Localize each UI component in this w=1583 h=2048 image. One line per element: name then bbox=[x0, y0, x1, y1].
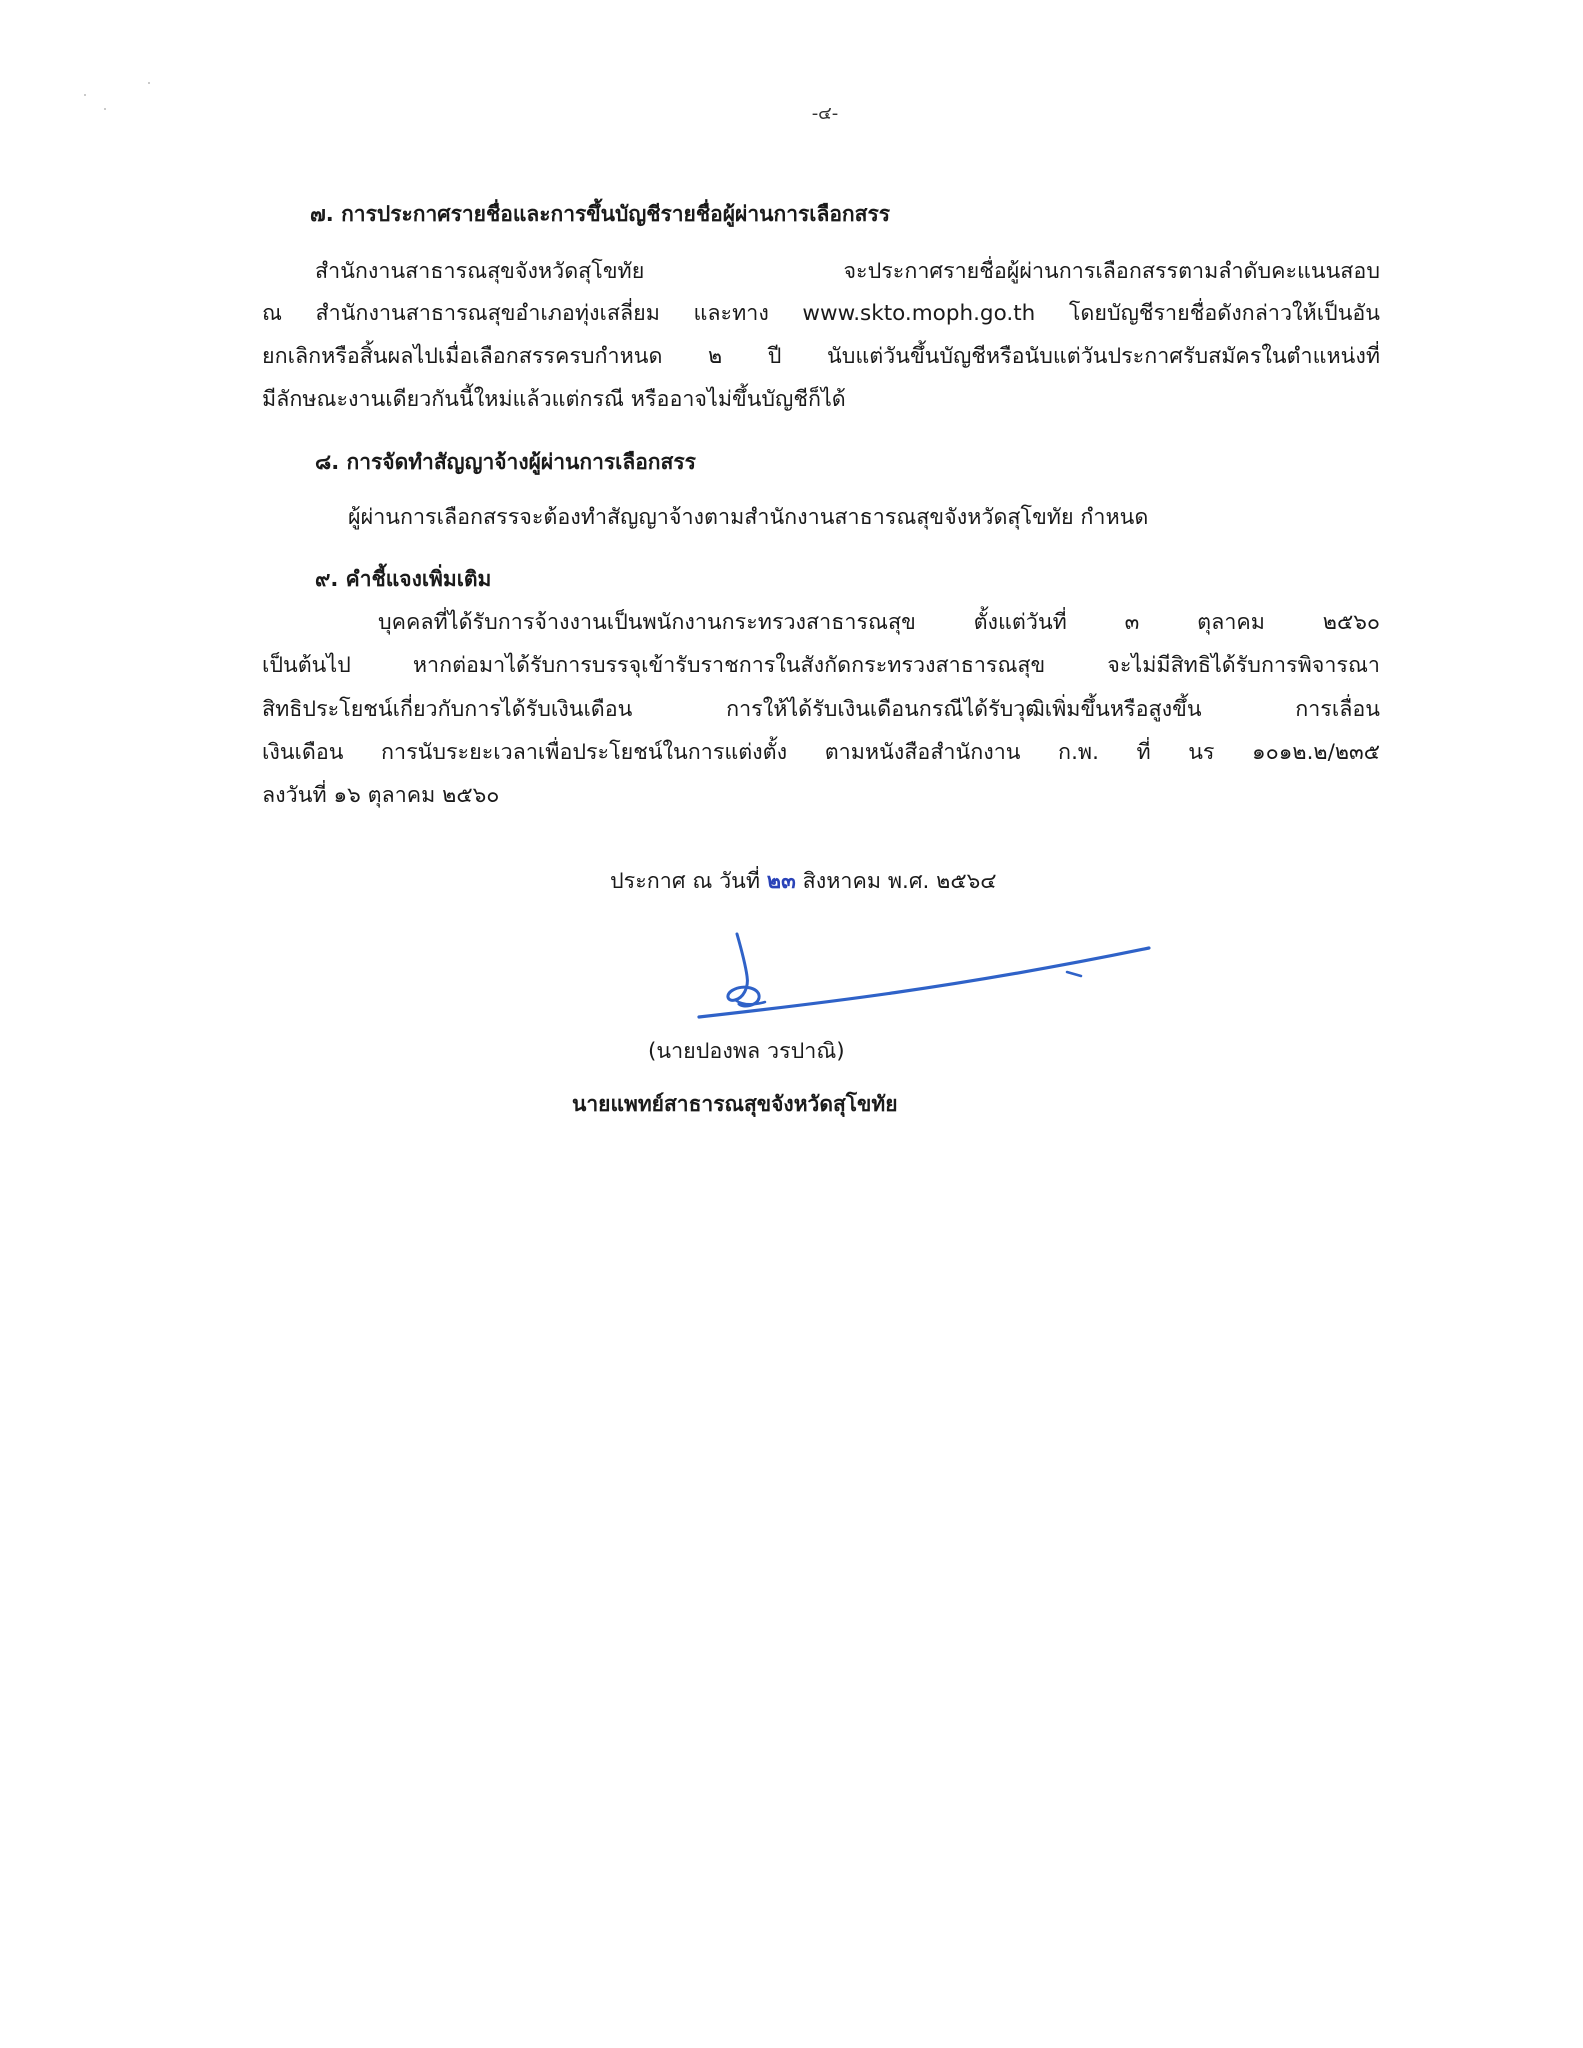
section7-line-1: สำนักงานสาธารณสุขจังหวัดสุโขทัย จะประกาศรายชื่อผู้ผ่านการเลือกสรรตามลำดับคะแนนสอบ bbox=[315, 259, 1380, 284]
page-number: -๔- bbox=[811, 103, 839, 124]
announcement-suffix: สิงหาคม พ.ศ. ๒๕๖๔ bbox=[802, 869, 997, 894]
announcement-prefix: ประกาศ ณ วันที่ bbox=[610, 869, 761, 894]
section9-line-1: บุคคลที่ได้รับการจ้างงานเป็นพนักงานกระทรวงสาธารณสุข ตั้งแต่วันที่ ๓ ตุลาคม ๒๕๖๐ bbox=[378, 610, 1380, 635]
section7-line-2: ณ สำนักงานสาธารณสุขอำเภอทุ่งเสลี่ยม และทาง www.skto.moph.go.th โดยบัญชีรายชื่อดังกล่าวให้เป็นอัน bbox=[262, 301, 1380, 326]
section9-line-2: เป็นต้นไป หากต่อมาได้รับการบรรจุเข้ารับราชการในสังกัดกระทรวงสาธารณสุข จะไม่มีสิทธิได้รับการพิจารณา bbox=[262, 653, 1380, 678]
section8-line-1: ผู้ผ่านการเลือกสรรจะต้องทำสัญญาจ้างตามสำนักงานสาธารณสุขจังหวัดสุโขทัย กำหนด bbox=[348, 505, 1149, 530]
section9-line-5: ลงวันที่ ๑๖ ตุลาคม ๒๕๖๐ bbox=[262, 783, 500, 808]
section9-heading: ๙. คำชี้แจงเพิ่มเติม bbox=[315, 567, 492, 591]
scan-speck bbox=[84, 94, 86, 96]
signatory-name: (นายปองพล วรปาณิ) bbox=[648, 1039, 845, 1064]
section8-heading: ๘. การจัดทำสัญญาจ้างผู้ผ่านการเลือกสรร bbox=[315, 450, 696, 474]
announcement-date bbox=[610, 868, 997, 900]
section9-line-4: เงินเดือน การนับระยะเวลาเพื่อประโยชน์ในการแต่งตั้ง ตามหนังสือสำนักงาน ก.พ. ที่ นร ๑๐๑๒.๒/๒๓๕ bbox=[262, 740, 1380, 765]
section7-heading: ๗. การประกาศรายชื่อและการขึ้นบัญชีรายชื่อผู้ผ่านการเลือกสรร bbox=[310, 202, 891, 226]
announcement-day: ๒๓ bbox=[766, 869, 796, 894]
section7-line-4: มีลักษณะงานเดียวกันนี้ใหม่แล้วแต่กรณี หรืออาจไม่ขึ้นบัญชีก็ได้ bbox=[262, 387, 846, 412]
section7-line-3: ยกเลิกหรือสิ้นผลไปเมื่อเลือกสรรครบกำหนด ๒ ปี นับแต่วันขึ้นบัญชีหรือนับแต่วันประกาศรับสมัครในตำแหน่งที่ bbox=[262, 344, 1380, 369]
signatory-position: นายแพทย์สาธารณสุขจังหวัดสุโขทัย bbox=[572, 1092, 898, 1116]
section9-line-3: สิทธิประโยชน์เกี่ยวกับการได้รับเงินเดือน การให้ได้รับเงินเดือนกรณีได้รับวุฒิเพิ่มขึ้นหรือสูงขึ้น การเลื่อน bbox=[262, 697, 1380, 722]
handwritten-signature bbox=[695, 918, 1155, 1028]
scan-speck bbox=[148, 82, 150, 84]
